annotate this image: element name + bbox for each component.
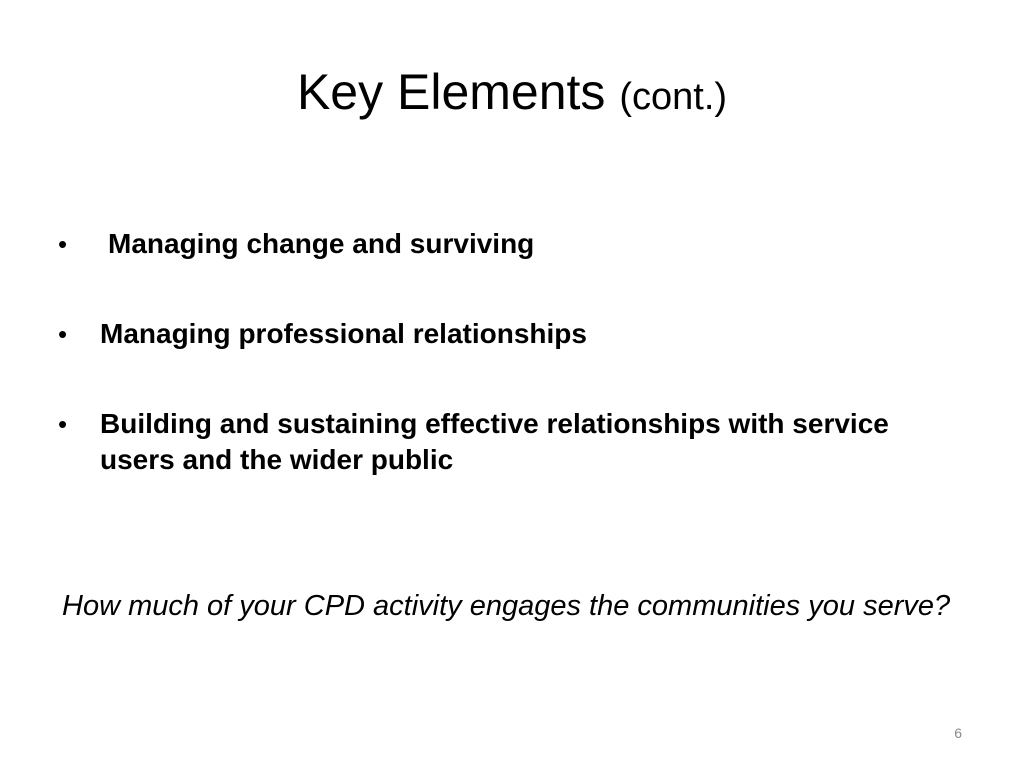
- page-number: 6: [954, 725, 962, 741]
- bullet-icon: •: [58, 409, 68, 439]
- bullet-item: [58, 316, 958, 352]
- bullet-list: [58, 226, 958, 532]
- bullet-icon: •: [58, 319, 68, 349]
- bullet-item: [58, 406, 958, 478]
- slide-title: [0, 62, 1024, 122]
- bullet-icon: •: [58, 229, 68, 259]
- bullet-item: [58, 226, 958, 262]
- bullet-text: Managing professional relationships: [100, 318, 587, 349]
- closing-question: How much of your CPD activity engages the communities you serve?: [62, 590, 951, 622]
- bullet-text: Building and sustaining effective relationships with service users and the wider public: [100, 408, 889, 475]
- slide-title-main: Key Elements: [296, 64, 606, 120]
- bullet-text: Managing change and surviving: [108, 228, 535, 259]
- slide-title-suffix: (cont.): [619, 76, 728, 118]
